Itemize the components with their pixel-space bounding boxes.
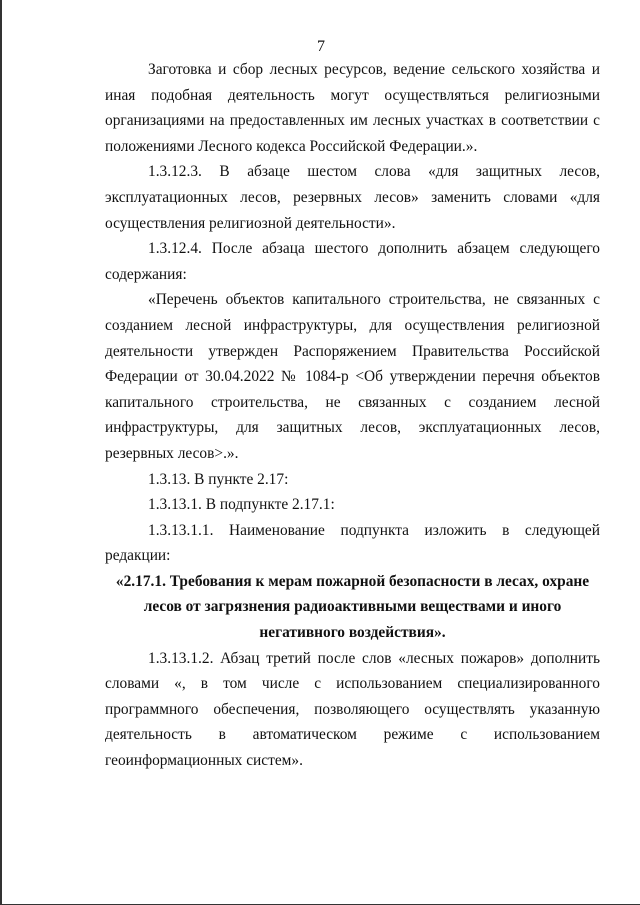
document-body	[105, 57, 600, 774]
paragraph-forest-resources: Заготовка и сбор лесных ресурсов, ведение сельского хозяйства и иная подобная деятельность могут осуществляться религиозными организациями на предоставленных им лесных участках в соответствии с положениями Лесного кодекса Российской Федерации.».	[105, 61, 600, 155]
paragraph-1-3-12-3: 1.3.12.3. В абзаце шестом слова «для защитных лесов, эксплуатационных лесов, резервных лесов» заменить словами «для осуществления религиозной деятельности».	[105, 163, 600, 232]
paragraph-1-3-13: 1.3.13. В пункте 2.17:	[148, 470, 289, 488]
paragraph-1-3-13-1-2: 1.3.13.1.2. Абзац третий после слов «лесных пожаров» дополнить словами «, в том числе с использованием специализированного программного обеспечения, позволяющего осуществлять указанную деятельность в автоматическом режиме с использованием геоинформационных систем».	[105, 649, 600, 770]
paragraph-1-3-13-1-1: 1.3.13.1.1. Наименование подпункта изложить в следующей редакции:	[105, 521, 600, 565]
page-number: 7	[317, 38, 325, 55]
paragraph-1-3-12-4: 1.3.12.4. После абзаца шестого дополнить абзацем следующего содержания:	[105, 240, 600, 283]
paragraph-1-3-13-1: 1.3.13.1. В подпункте 2.17.1:	[148, 496, 335, 514]
section-heading-2-17-1: «2.17.1. Требования к мерам пожарной безопасности в лесах, охране лесов от загрязнения радиоактивными веществами и иного негативного воздействия».	[115, 572, 590, 642]
paragraph-list-of-objects: «Перечень объектов капитального строительства, не связанных с созданием лесной инфраструктуры, для осуществления религиозной деятельности утвержден Распоряжением Правительства Российской Федерации от 30.04.2022 № 1084-р <Об утверждении перечня объектов капитального строительства, не связанных с созданием лесной инфраструктуры, для защитных лесов, эксплуатационных лесов, резервных лесов>.».	[105, 291, 600, 462]
